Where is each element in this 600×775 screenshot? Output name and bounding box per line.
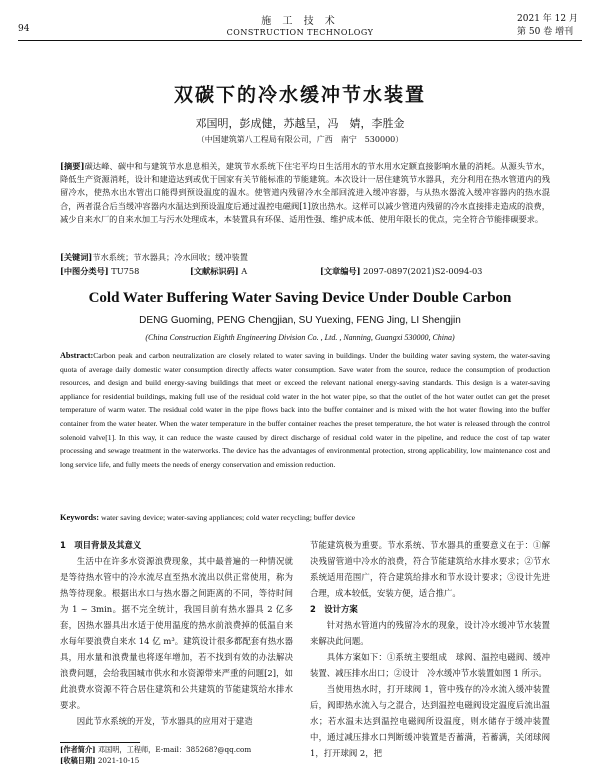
journal-name-cn: 施 工 技 术: [261, 16, 339, 27]
footnote-rule: [60, 742, 140, 743]
abstract-en: [60, 349, 550, 471]
body-paragraph: 具体方案如下：①系统主要组成 球阀、温控电磁阀、缓冲装置、减压排水出口；②设计 冷水缓冲节水装置如图 1 所示。: [310, 652, 550, 678]
section-2-heading: 2 设计方案: [310, 604, 358, 614]
keywords-en: [60, 513, 550, 522]
issue-date: 2021 年 12 月: [517, 14, 578, 24]
abstract-en-text: Carbon peak and carbon neutralization are closely related to water saving in buildings. Under the building water saving system, the water-saving quota of average daily domestic water consumption directly affects water consumption. Save water from the source, reduce the consumption of production resources, and design and build energy-saving buildings that meet or exceed the relevant national energy-saving standards. This design is a water-saving appliance for residential buildings, making full use of the residual cold water in the hot water pipe, so that the outlet of the hot water outlet can get the preset temperature of warm water. The residual cold water in the pipe flows back into the buffer container and is mixed with the hot water flowing into the buffer container from the water heater. When the water temperature in the buffer container reaches the preset temperature, the hot water is released through the control solenoid valve[1]. In this way, it can reduce the waste caused by direct discharge of residual cold water in the pipeline, and reduce the cost of tap water processing and sewage treatment in the waterworks. The device has the advantages of environmental protection, strong applicability, low maintenance cost and long service life, and fully meets the needs of energy conservation and emission reduction.: [60, 351, 550, 469]
clc-value: TU758: [111, 266, 140, 276]
keywords-cn-text: 节水系统；节水器具；冷水回收；缓冲装置: [92, 252, 248, 262]
keywords-cn: [60, 252, 550, 263]
affiliation-cn: （中国建筑第八工程局有限公司，广西 南宁 530000）: [196, 135, 404, 144]
body-paragraph: 当使用热水时，打开球阀 1，管中残存的冷水流入缓冲装置后，阀即热水流入与之混合，达到温控电磁阀设定温度后流出温水；若水温未达到温控电磁阀所设温度，则水储存于缓冲装置中，通过减压排水口判断缓冲装置是否蓄满，若蓄满，关闭球阀 1，打开球阀 2，把: [310, 684, 550, 758]
abstract-cn: [60, 160, 550, 226]
keywords-en-text: water saving device; water-saving appliances; cold water recycling; buffer device: [101, 513, 356, 522]
abstract-cn-label: [摘要]: [60, 161, 85, 171]
abstract-cn-text: 碳达峰、碳中和与建筑节水息息相关，建筑节水系统下住宅平均日生活用水的节水用水定额直接影响水量的消耗。从源头节水，降低生产资源消耗，设计和建造达到或优于国家有关节能标准的节能建筑。本次设计一居住建筑节水器具，充分利用在热水管道内的残留冷水，使热水出水管出口能得到预设温度的温水。使管道内残留冷水全部回流进入缓冲容器，与从热水器流入缓冲容器内的热水混合，两者混合后当缓冲容器内水温达到预设温度后通过温控电磁阀[1]放出热水。这样可以减少管道内残留的冷水直接排走造成的浪费，减少自来水厂的自来水加工与污水处理成本，本装置具有环保、适用性强、维护成本低、使用年限长的优点，完全符合节能排碳要求。: [60, 161, 550, 224]
article-number-value: 2097-0897(2021)S2-0094-03: [363, 266, 483, 276]
authors-cn: 邓国明，彭成健，苏越呈，冯 婧，李胜金: [195, 117, 405, 130]
authors-en: DENG Guoming, PENG Chengjian, SU Yuexing, FENG Jing, LI Shengjin: [139, 315, 461, 326]
body-paragraph: 针对热水管道内的残留冷水的现象，设计冷水缓冲节水装置来解决此问题。: [310, 620, 550, 646]
author-info-label: [作者简介]: [60, 745, 96, 754]
clc-label: [中图分类号]: [60, 266, 109, 276]
journal-name-en: CONSTRUCTION TECHNOLOGY: [226, 28, 374, 37]
issue-volume: 第 50 卷 增刊: [517, 27, 574, 37]
author-info-text: 邓国明，工程师，E-mail：385268?@qq.com: [97, 745, 252, 754]
paper-title-en: Cold Water Buffering Water Saving Device Under Double Carbon: [88, 290, 512, 306]
body-column-left: [60, 537, 293, 729]
body-paragraph: 节能建筑极为重要。节水系统、节水器具的重要意义在于：①解决残留管道中冷水的浪费，符合节能建筑给水排水要求；②节水系统适用范围广，符合建筑给排水和节水设计要求；③设计先进合理，成本较低，安装方便，适合推广。: [310, 540, 550, 598]
body-column-right: [310, 537, 550, 761]
paper-title-cn: 双碳下的冷水缓冲节水装置: [173, 84, 426, 106]
doc-code-value: A: [241, 266, 248, 276]
received-date-text: 2021-10-15: [97, 755, 140, 765]
article-number-label: [文章编号]: [320, 266, 361, 276]
journal-header: [0, 12, 600, 37]
abstract-en-label: Abstract:: [60, 351, 94, 360]
classification-row: [60, 266, 550, 277]
received-date-label: [收稿日期]: [60, 755, 96, 765]
doc-code-label: [文献标识码]: [190, 266, 239, 276]
body-paragraph: 生活中在许多水资源浪费现象，其中最普遍的一种情况就是等待热水管中的冷水流尽直至热水流出以供正常使用，称为热等待现象。根据出水口与热水器之间距离的不同，等待时间为 1 ~ 3min。据不完全统计，我国目前有热水器具 2 亿多套，因热水器具出水适于使用温度的热水前浪费掉的低温自来水每年要浪费自来水 14 亿 m³。建筑设计很多都配套有热水器具，用水量和浪费量也将逐年增加，若不找到有效的办法解决浪费问题，会给我国城市供水和水资源带来严重的问题[2]，如此浪费水资源不符合居住建筑和公共建筑的节能建筑给水排水要求。: [60, 556, 293, 710]
footnote: [60, 745, 251, 766]
affiliation-en: (China Construction Eighth Engineering Division Co. , Ltd. , Nanning, Guangxi 530000, China): [145, 333, 455, 342]
body-paragraph: 因此节水系统的开发，节水器具的应用对于建造: [76, 716, 253, 726]
keywords-en-label: Keywords:: [60, 513, 100, 522]
section-1-heading: 1 项目背景及其意义: [60, 540, 142, 550]
issue-info: [517, 13, 578, 39]
page-number: 94: [18, 24, 30, 34]
keywords-cn-label: [关键词]: [60, 252, 93, 262]
header-rule: [18, 40, 582, 41]
